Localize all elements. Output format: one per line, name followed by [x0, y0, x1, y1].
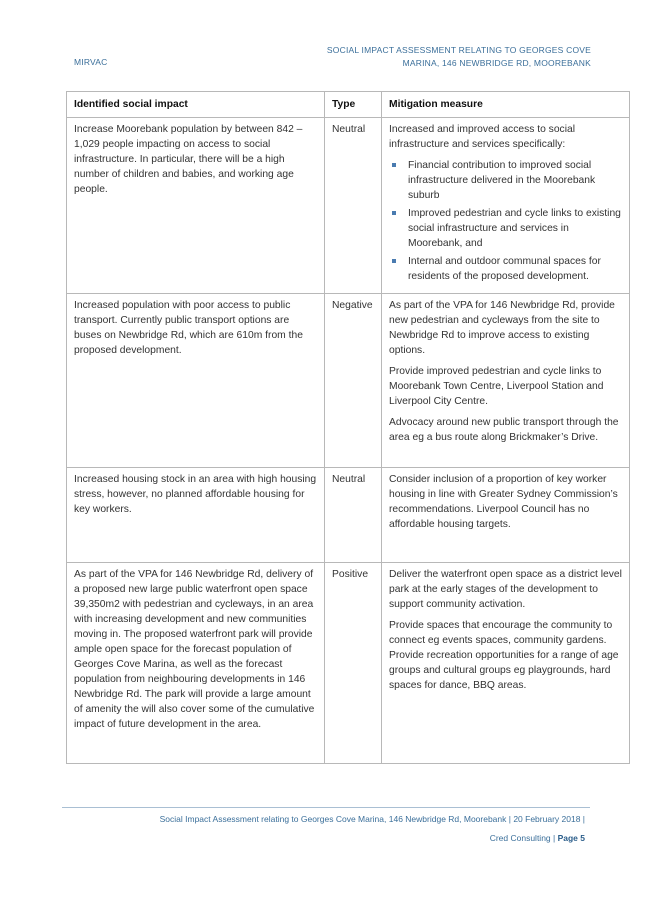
- type-text: Neutral: [332, 124, 366, 135]
- impact-text: Increased population with poor access to public transport. Currently public transport options are buses on Newbridge Rd, which are 610m from the proposed development.: [74, 300, 303, 356]
- square-bullet-icon: [392, 259, 396, 263]
- column-header-impact: Identified social impact: [67, 92, 325, 118]
- impact-text: As part of the VPA for 146 Newbridge Rd, delivery of a proposed new large public waterfront open space 39,350m2 with pedestrian and cycleways, in an area with increasing development and new communities moving in. The proposed waterfront park will provide ample open space for the forecast population of Georges Cove Marina, as well as the forecast population from neighbouring developments in 146 Newbridge Rd. The park will provide a large amount of amenity the will also cover some of the cumulative impact of future development in the area.: [74, 569, 315, 730]
- mitigation-cell: [382, 294, 630, 468]
- mitigation-paragraph: Deliver the waterfront open space as a district level park at the early stages of the development to support community activation.: [389, 569, 622, 610]
- mitigation-paragraph: Provide spaces that encourage the community to connect eg events spaces, community gardens. Provide recreation opportunities for a range of age groups and cultural groups eg playgrounds, hard spaces for dance, BBQ areas.: [389, 620, 619, 691]
- social-impact-table: [66, 91, 630, 764]
- column-header-mitigation: Mitigation measure: [382, 92, 630, 118]
- header-company: MIRVAC: [74, 57, 108, 67]
- mitigation-bullet: [389, 206, 623, 251]
- footer-divider: [62, 807, 590, 808]
- impact-cell: [67, 563, 325, 764]
- column-header-type: Type: [325, 92, 382, 118]
- table-row: [67, 294, 630, 468]
- type-text: Positive: [332, 569, 369, 580]
- mitigation-cell: [382, 468, 630, 563]
- square-bullet-icon: [392, 163, 396, 167]
- type-cell: [325, 563, 382, 764]
- mitigation-bullet: [389, 254, 623, 284]
- type-text: Negative: [332, 300, 373, 311]
- mitigation-paragraph: As part of the VPA for 146 Newbridge Rd, provide new pedestrian and cycleways from the site to Newbridge Rd to improve access to existing options.: [389, 300, 615, 356]
- bullet-text: Improved pedestrian and cycle links to existing social infrastructure and services in Moorebank, and: [408, 208, 621, 249]
- impact-text: Increased housing stock in an area with high housing stress, however, no planned affordable housing for key workers.: [74, 474, 317, 515]
- square-bullet-icon: [392, 211, 396, 215]
- table-row: [67, 118, 630, 294]
- impact-text: Increase Moorebank population by between 842 – 1,029 people impacting on access to social infrastructure. In particular, there will be a high number of children and babies, and working age people.: [74, 124, 303, 195]
- mitigation-cell: [382, 563, 630, 764]
- mitigation-paragraph: Advocacy around new public transport through the area eg a bus route along Brickmaker’s Drive.: [389, 417, 619, 443]
- footer-separator: |: [550, 833, 558, 843]
- header-title-line-2: MARINA, 146 NEWBRIDGE RD, MOOREBANK: [402, 57, 591, 68]
- mitigation-bullet: [389, 158, 623, 203]
- impact-cell: [67, 468, 325, 563]
- type-text: Neutral: [332, 474, 366, 485]
- mitigation-cell: [382, 118, 630, 294]
- mitigation-paragraph: Consider inclusion of a proportion of key worker housing in line with Greater Sydney Commission’s recommendations. Liverpool Council has no affordable housing targets.: [389, 474, 618, 530]
- bullet-text: Internal and outdoor communal spaces for residents of the proposed development.: [408, 256, 601, 282]
- type-cell: [325, 294, 382, 468]
- footer-org: Cred Consulting: [489, 833, 551, 843]
- impact-cell: [67, 118, 325, 294]
- impact-cell: [67, 294, 325, 468]
- footer-credit: [490, 833, 585, 843]
- header-document-title: [271, 44, 591, 69]
- mitigation-bullet-list: [389, 158, 623, 284]
- page-number: Page 5: [557, 833, 585, 843]
- bullet-text: Financial contribution to improved social infrastructure delivered in the Moorebank suburb: [408, 160, 596, 201]
- table-header-row: [67, 92, 630, 118]
- mitigation-intro: Increased and improved access to social infrastructure and services specifically:: [389, 124, 576, 150]
- type-cell: [325, 468, 382, 563]
- mitigation-paragraph: Provide improved pedestrian and cycle links to Moorebank Town Centre, Liverpool Station and Liverpool City Centre.: [389, 366, 604, 407]
- header-title-line-1: SOCIAL IMPACT ASSESSMENT RELATING TO GEORGES COVE: [326, 45, 591, 55]
- footer-report-title: Social Impact Assessment relating to Georges Cove Marina, 146 Newbridge Rd, Moorebank | 20 February 2018 |: [159, 814, 585, 824]
- table-row: [67, 468, 630, 563]
- table-row: [67, 563, 630, 764]
- type-cell: [325, 118, 382, 294]
